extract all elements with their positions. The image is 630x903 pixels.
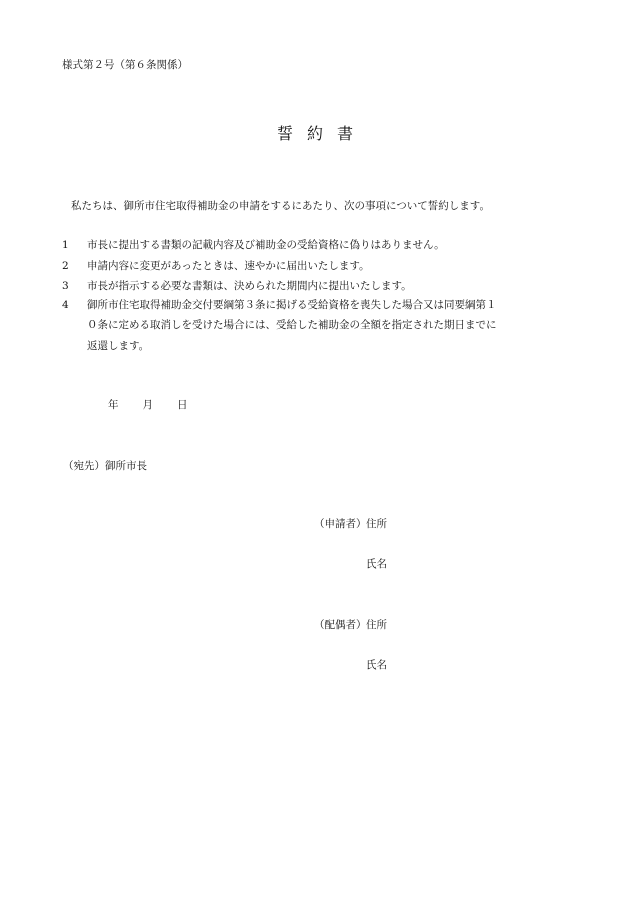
- spouse-address-label: 住所: [366, 619, 387, 631]
- item-text: 市長が指示する必要な書類は、決められた期間内に提出いたします。: [87, 280, 412, 292]
- item-text: 御所市住宅取得補助金交付要綱第３条に掲げる受給資格を喪失した場合又は同要綱第１: [87, 299, 497, 311]
- pledge-item-1: [62, 240, 445, 251]
- pledge-item-3: [62, 281, 412, 292]
- form-number: 様式第２号（第６条関係）: [62, 59, 188, 71]
- day-label: 日: [177, 399, 188, 411]
- pledge-item-4-continued-1: ０条に定める取消しを受けた場合には、受給した補助金の全額を指定された期日までに: [87, 319, 497, 331]
- item-text: 市長に提出する書類の記載内容及び補助金の受給資格に偽りはありません。: [87, 239, 445, 251]
- item-number: 4: [62, 299, 69, 311]
- spouse-role-label: （配偶者）: [314, 619, 367, 631]
- document-title: 誓約書: [276, 124, 367, 143]
- item-number: 2: [62, 260, 69, 272]
- pledge-item-2: [62, 261, 370, 272]
- item-number: 1: [62, 239, 69, 251]
- pledge-item-4-continued-2: 返還します。: [87, 340, 150, 352]
- pledge-item-4: [62, 300, 497, 311]
- addressee: （宛先）御所市長: [63, 460, 147, 472]
- spouse-name-label: 氏名: [366, 659, 387, 671]
- item-number: 3: [62, 280, 69, 292]
- month-label: 月: [142, 399, 153, 411]
- applicant-role-label: （申請者）: [314, 518, 367, 530]
- date-line: [108, 400, 188, 411]
- applicant-address-label: 住所: [366, 518, 387, 530]
- item-text: 申請内容に変更があったときは、速やかに届出いたします。: [87, 260, 370, 272]
- intro-statement: 私たちは、御所市住宅取得補助金の申請をするにあたり、次の事項について誓約します。: [71, 200, 490, 212]
- applicant-name-label: 氏名: [366, 558, 387, 570]
- year-label: 年: [108, 399, 119, 411]
